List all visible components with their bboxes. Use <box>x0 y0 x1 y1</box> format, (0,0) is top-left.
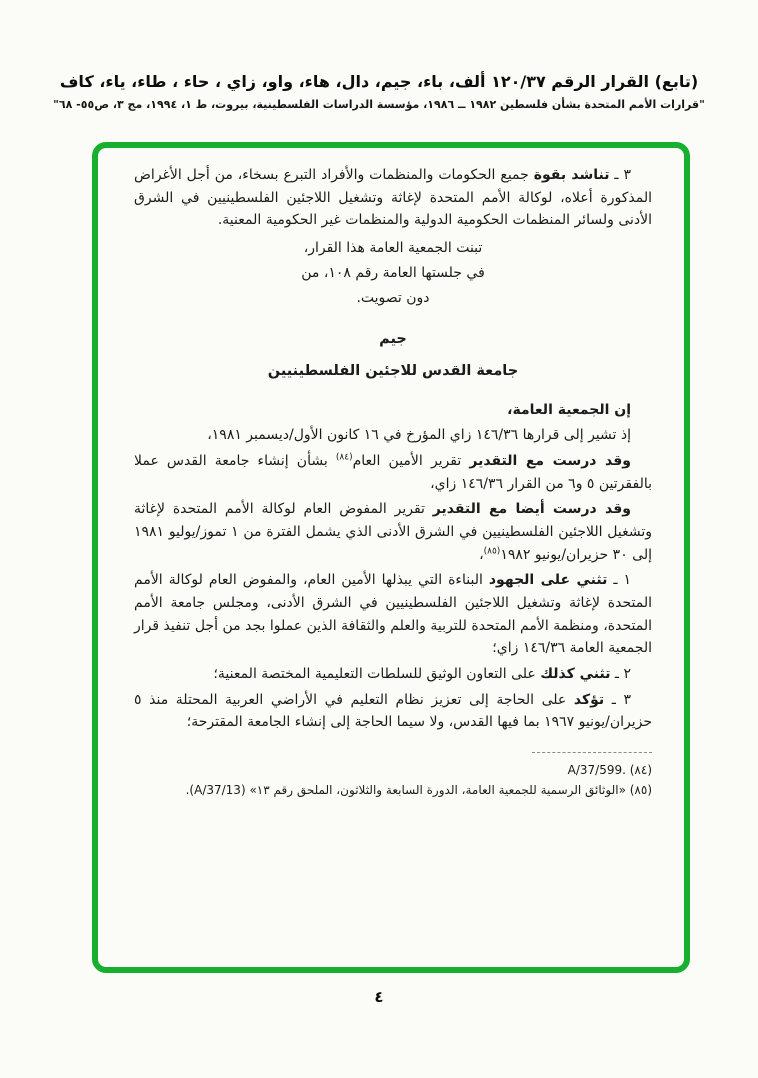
footnote <box>134 761 652 781</box>
document-body <box>134 164 652 734</box>
adoption-note <box>134 236 652 312</box>
paragraph: ٣ ـ تناشد بقوة جميع الحكومات والمنظمات والأفراد التبرع بسخاء، من أجل الأغراض المذكورة أعلاه، لوكالة الأمم المتحدة لإغاثة وتشغيل اللاجئين الفلسطينيين في الشرق الأدنى ولسائر المنظمات الحكومية الدولية والمنظمات غير الحكومية المعنية. <box>134 167 652 229</box>
footnotes <box>134 752 652 801</box>
paragraph: إذ تشير إلى قرارها ١٤٦/٣٦ زاي المؤرخ في ١٦ كانون الأول/ديسمبر ١٩٨١، <box>207 427 631 444</box>
adoption-note-line: في جلستها العامة رقم ١٠٨، من <box>301 265 485 282</box>
footnote <box>134 781 652 801</box>
footnote-marker: (٨٥) <box>625 782 652 797</box>
footnote-separator <box>532 752 652 753</box>
paragraph: وقد درست مع التقدير تقرير الأمين العام$^{(٨٤)}$ بشأن إنشاء جامعة القدس عملا بالفقرتين ٥ و٦ من القرار ١٤٦/٣٦ زاي، <box>134 452 652 492</box>
footnote-list <box>134 761 652 801</box>
footnote-reference: (٨٤) <box>335 452 353 463</box>
section-title: جامعة القدس للاجئين الفلسطينيين <box>267 363 519 380</box>
header-resolution-title: (تابع) القرار الرقم ١٢٠/٣٧ ألف، باء، جيم، دال، هاء، واو، زاي ، حاء ، طاء، ياء، كاف <box>59 72 699 91</box>
footnote-text: A/37/599. <box>567 762 626 777</box>
paragraph: إن الجمعية العامة، <box>507 401 631 418</box>
footnote-text: «الوثائق الرسمية للجمعية العامة، الدورة السابعة والثلاثون، الملحق رقم ١٣» (A/37/13). <box>185 782 626 797</box>
adoption-note-line: تبنت الجمعية العامة هذا القرار، <box>303 240 483 257</box>
paragraph: ١ ـ تثني على الجهود البناءة التي يبذلها الأمين العام، والمفوض العام لوكالة الأمم المتحدة لإغاثة وتشغيل اللاجئين الفلسطينيين في الشرق الأدنى، ومجلس جامعة الأمم المتحدة، ومنظمة الأمم المتحدة للتربية والعلم والثقافة الذين عملوا بجد من أجل تنفيذ قرار الجمعية العامة ١٤٦/٣٦ زاي؛ <box>134 572 652 657</box>
page-number: ٤ <box>374 988 384 1006</box>
content-frame <box>92 142 690 973</box>
footnote-reference: (٨٥) <box>483 545 501 556</box>
paragraph: ٢ ـ تثني كذلك على التعاون الوثيق للسلطات التعليمية المختصة المعنية؛ <box>213 665 631 682</box>
paragraph: ٣ ـ تؤكد على الحاجة إلى تعزيز نظام التعليم في الأراضي العربية المحتلة منذ ٥ حزيران/يونيو ١٩٦٧ بما فيها القدس، ولا سيما الحاجة إلى إنشاء الجامعة المقترحة؛ <box>134 691 652 731</box>
document-header <box>0 72 758 111</box>
paragraph: وقد درست أيضا مع التقدير تقرير المفوض العام لوكالة الأمم المتحدة لإغاثة وتشغيل اللاجئين الفلسطينيين في الشرق الأدنى الذي يشمل الفترة من ١ تموز/يوليو ١٩٨١ إلى ٣٠ حزيران/يونيو ١٩٨٢$^{(٨٥)}$، <box>134 501 653 563</box>
adoption-note-line: دون تصويت. <box>356 290 430 307</box>
header-citation: "قرارات الأمم المتحدة بشأن فلسطين ١٩٨٢ ــ ١٩٨٦، مؤسسة الدراسات الفلسطينية، بيروت، ط ١، ١٩٩٤، مج ٣، ص٥٥- ٦٨" <box>53 98 705 111</box>
section-kicker: جيم <box>379 330 407 347</box>
footnote-marker: (٨٤) <box>625 762 652 777</box>
